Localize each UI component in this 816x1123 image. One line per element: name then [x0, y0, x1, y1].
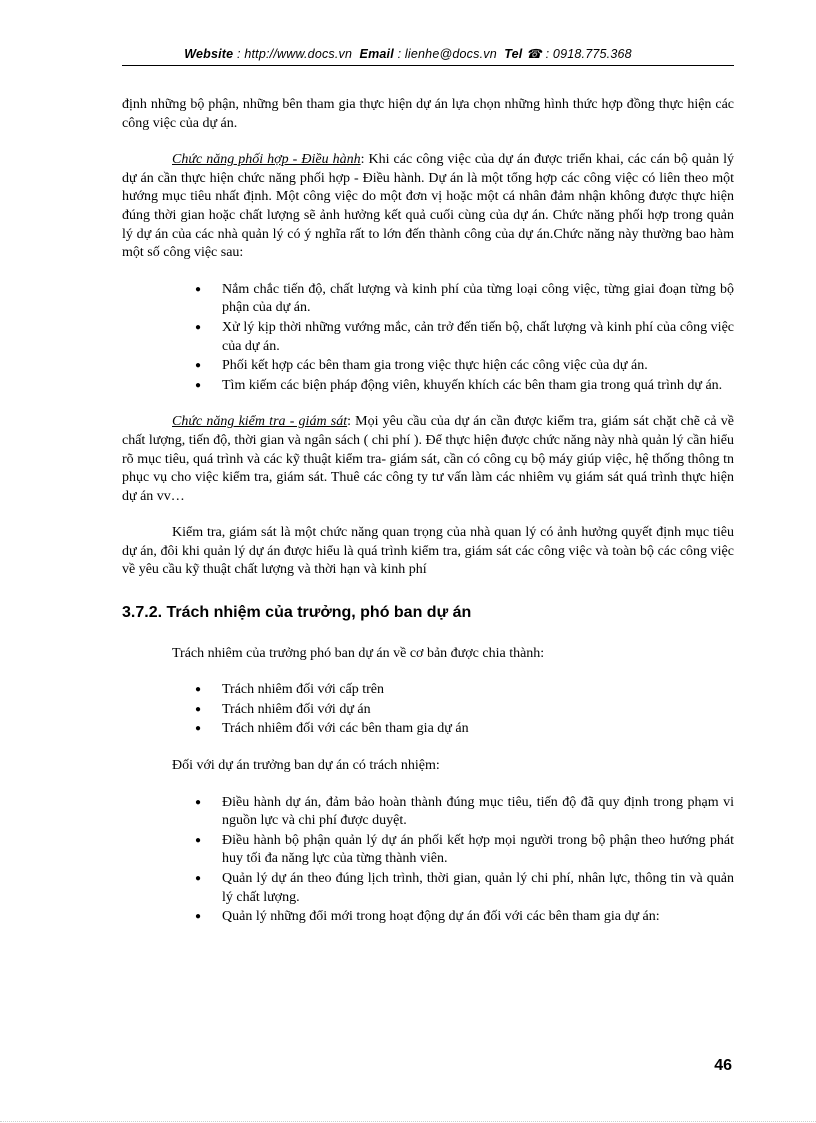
paragraph-intro: định những bộ phận, những bên tham gia thực hiện dự án lựa chọn những hình thức hợp đồng thực hiện các công việc của dự án. — [122, 97, 734, 131]
email-label: Email — [359, 47, 394, 61]
list-item: ● Nắm chắc tiến độ, chất lượng và kinh phí của từng loại công việc, từng giai đoạn từng bộ phận của dự án. — [222, 281, 734, 318]
list-item: ● Điều hành bộ phận quản lý dự án phối kết hợp mọi người trong bộ phận theo hướng phát huy tối đa năng lực của từng thành viên. — [222, 832, 734, 869]
coordination-function-text: : Khi các công việc của dự án được triển khai, các cán bộ quản lý dự án cần thực hiện chức năng phối hợp - Điều hành. Dự án là một tổng hợp các công việc có liên theo một hướng mục tiêu nhất định. Một công việc do một đơn vị hoặc một cá nhân đảm nhận không được thực hiện đúng thời gian hoặc chất lượng sẽ ảnh hưởng kết quả cuối cùng của dự án. Chức năng phối hợp trong quản lý dự án của các nhà quản lý có ý nghĩa rất to lớn đến thành công của dự án.Chức năng này thường bao hàm một số công việc sau: — [122, 152, 734, 261]
page-bottom-edge — [0, 1121, 816, 1122]
list-item: ● Trách nhiêm đối với các bên tham gia dự án — [222, 720, 734, 739]
manager-duties-list — [122, 794, 734, 927]
paragraph-coordination — [122, 151, 734, 263]
supervision-function-title: Chức năng kiểm tra - giám sát — [172, 414, 348, 430]
coordination-task-list — [122, 281, 734, 396]
coordination-function-title: Chức năng phối hợp - Điều hành — [172, 152, 361, 168]
responsibility-intro: Trách nhiêm của trưởng phó ban dự án về cơ bản được chia thành: — [172, 645, 545, 661]
phone-icon: ☎ — [526, 47, 542, 61]
document-body — [122, 96, 734, 945]
manager-duties-intro: Đối với dự án trưởng ban dự án có trách nhiệm: — [172, 758, 440, 774]
website-label: Website — [184, 47, 234, 61]
list-item: ● Phối kết hợp các bên tham gia trong việc thực hiện các công việc của dự án. — [222, 357, 734, 376]
header-divider — [122, 65, 734, 66]
list-item: ● Quản lý những đổi mới trong hoạt động dự án đối với các bên tham gia dự án: — [222, 908, 734, 927]
list-item: ● Điều hành dự án, đảm bảo hoàn thành đúng mục tiêu, tiến độ đã quy định trong phạm vi nguồn lực và chi phí được duyệt. — [222, 794, 734, 831]
section-heading: 3.7.2. Trách nhiệm của trưởng, phó ban dự án — [122, 604, 472, 622]
list-item: ● Xử lý kịp thời những vướng mắc, cản trở đến tiến bộ, chất lượng và kinh phí của công việc của dự án. — [222, 319, 734, 356]
email-address: : lienhe@docs.vn — [397, 47, 497, 61]
page-header — [0, 46, 816, 61]
paragraph-supervision — [122, 413, 734, 506]
list-item: ● Trách nhiêm đối với dự án — [222, 701, 734, 720]
list-item: ● Trách nhiêm đối với cấp trên — [222, 681, 734, 700]
website-url: : http://www.docs.vn — [237, 47, 353, 61]
list-item: ● Quản lý dự án theo đúng lịch trình, thời gian, quản lý chi phí, nhân lực, thông tin và quản lý chất lượng. — [222, 870, 734, 907]
tel-number: : 0918.775.368 — [545, 47, 632, 61]
responsibility-list — [122, 681, 734, 739]
supervision-function-text: : Mọi yêu cầu của dự án cần được kiểm tra, giám sát chặt chẽ cả về chất lượng, tiến độ, thời gian và ngân sách ( chi phí ). Để thực hiện được chức năng này nhà quản lý cần hiểu rõ mục tiêu, quá trình và các kỹ thuật kiểm tra- giám sát, cần có công cụ bộ máy giúp việc, hệ thống thông tn phục vụ cho việc kiểm tra, giám sát. Thuê các công ty tư vấn làm các nhiêm vụ giám sát quá trình thực hiện dự án vv… — [122, 414, 734, 504]
paragraph-inspection: Kiểm tra, giám sát là một chức năng quan trọng của nhà quan lý có ảnh hưởng quyết định mục tiêu dự án, đôi khi quản lý dự án được hiểu là quá trình kiểm tra, giám sát các công việc và toàn bộ các công việc về yêu cầu kỹ thuật chất lượng và thời hạn và kinh phí — [122, 525, 734, 578]
page-number: 46 — [714, 1057, 732, 1074]
tel-label: Tel — [504, 47, 523, 61]
list-item: ● Tìm kiếm các biện pháp động viên, khuyến khích các bên tham gia trong quá trình dự án. — [222, 377, 734, 396]
